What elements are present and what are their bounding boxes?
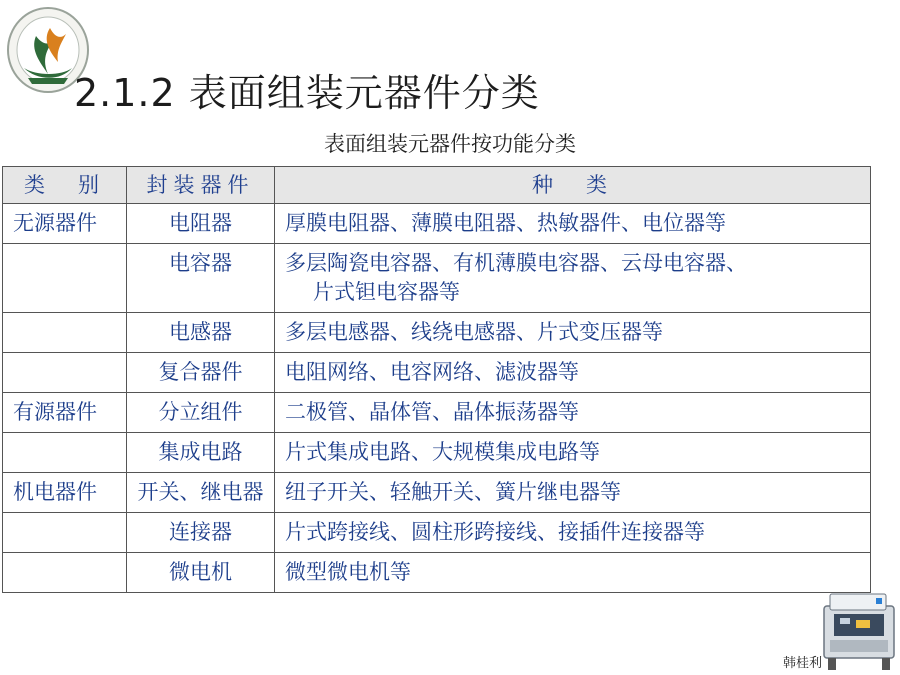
- cell-category: [3, 313, 127, 353]
- cell-types: [275, 313, 871, 353]
- table-header-row: [3, 167, 871, 204]
- cell-category: [3, 553, 127, 593]
- types-line: 片式跨接线、圆柱形跨接线、接插件连接器等: [285, 520, 705, 544]
- table-row: [3, 204, 871, 244]
- slide-title: 2.1.2 表面组装元器件分类: [74, 71, 540, 115]
- types-line: 二极管、晶体管、晶体振荡器等: [285, 400, 579, 424]
- cell-package: 电感器: [127, 313, 275, 353]
- cell-package: 开关、继电器: [127, 473, 275, 513]
- types-line: 片式钽电容器等: [313, 280, 460, 304]
- table-caption: 表面组装元器件按功能分类: [324, 132, 576, 156]
- classification-table: [2, 166, 871, 593]
- cell-package: 微电机: [127, 553, 275, 593]
- table-row: [3, 433, 871, 473]
- cell-package: 电容器: [127, 244, 275, 313]
- cell-category: 机电器件: [3, 473, 127, 513]
- cell-category: [3, 244, 127, 313]
- cell-category: [3, 513, 127, 553]
- cell-package: 电阻器: [127, 204, 275, 244]
- cell-types: [275, 513, 871, 553]
- types-line: 纽子开关、轻触开关、簧片继电器等: [285, 480, 621, 504]
- cell-package: 集成电路: [127, 433, 275, 473]
- table-row: [3, 553, 871, 593]
- smt-machine-icon: [820, 586, 898, 672]
- cell-types: [275, 433, 871, 473]
- cell-types: [275, 204, 871, 244]
- author-label: 韩桂利: [783, 656, 823, 671]
- header-category: 类 别: [3, 167, 127, 204]
- cell-types: [275, 244, 871, 313]
- cell-category: [3, 433, 127, 473]
- cell-category: 有源器件: [3, 393, 127, 433]
- header-types: 种 类: [275, 167, 871, 204]
- cell-types: [275, 353, 871, 393]
- cell-types: [275, 473, 871, 513]
- header-package: 封装器件: [127, 167, 275, 204]
- types-line: 多层电感器、线绕电感器、片式变压器等: [285, 320, 663, 344]
- types-line: 微型微电机等: [285, 560, 411, 584]
- cell-package: 复合器件: [127, 353, 275, 393]
- types-line: 多层陶瓷电容器、有机薄膜电容器、云母电容器、: [285, 251, 747, 275]
- cell-types: [275, 553, 871, 593]
- table-row: [3, 513, 871, 553]
- cell-types: [275, 393, 871, 433]
- cell-package: 分立组件: [127, 393, 275, 433]
- types-line: 片式集成电路、大规模集成电路等: [285, 440, 600, 464]
- table-row: [3, 473, 871, 513]
- cell-category: [3, 353, 127, 393]
- cell-category: 无源器件: [3, 204, 127, 244]
- table-row: [3, 353, 871, 393]
- table-row: [3, 393, 871, 433]
- cell-package: 连接器: [127, 513, 275, 553]
- types-line: 电阻网络、电容网络、滤波器等: [285, 360, 579, 384]
- table-row: [3, 244, 871, 313]
- types-line: 厚膜电阻器、薄膜电阻器、热敏器件、电位器等: [285, 211, 726, 235]
- table-row: [3, 313, 871, 353]
